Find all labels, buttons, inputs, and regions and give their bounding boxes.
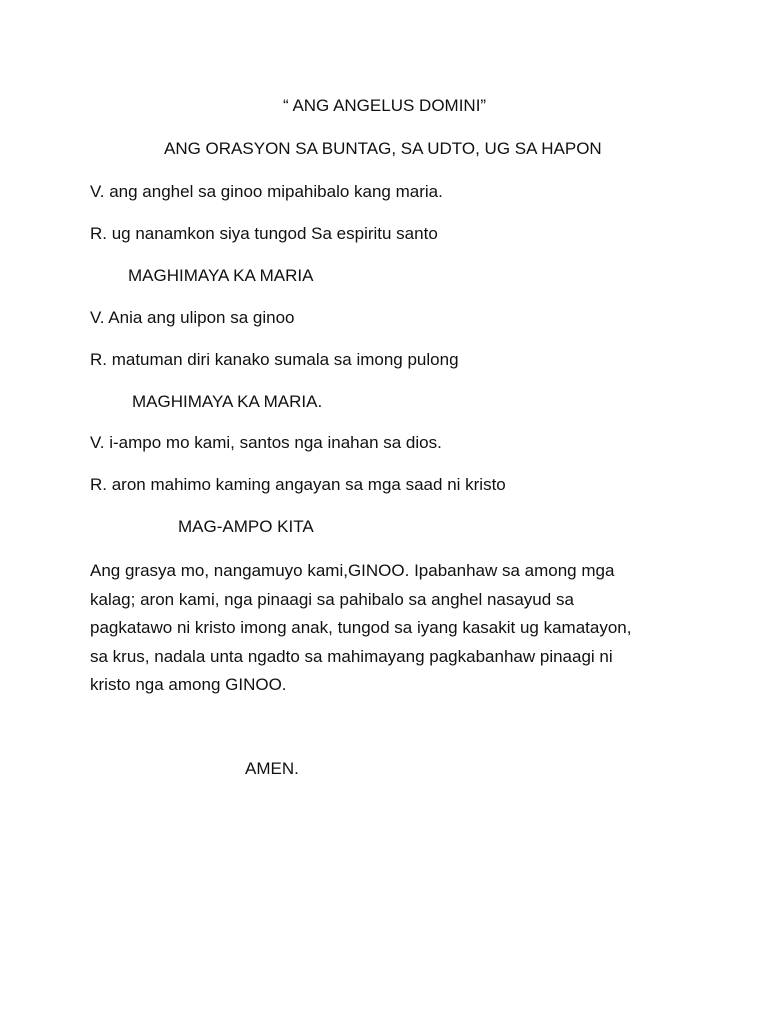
response-3: R. aron mahimo kaming angayan sa mga saad ni kristo: [90, 475, 506, 494]
prayer-heading-3: MAG-AMPO KITA: [178, 517, 314, 536]
paragraph-line: Ang grasya mo, nangamuyo kami,GINOO. Ipabanhaw sa among mga: [90, 561, 615, 580]
closing-prayer-paragraph: [90, 557, 690, 700]
response-1: R. ug nanamkon siya tungod Sa espiritu santo: [90, 224, 438, 243]
prayer-heading-1: MAGHIMAYA KA MARIA: [128, 266, 314, 285]
document-title: “ ANG ANGELUS DOMINI”: [283, 96, 487, 115]
response-2: R. matuman diri kanako sumala sa imong pulong: [90, 350, 459, 369]
paragraph-line: sa krus, nadala unta ngadto sa mahimayang pagkabanhaw pinaagi ni: [90, 646, 613, 666]
versicle-1: V. ang anghel sa ginoo mipahibalo kang maria.: [90, 182, 443, 201]
paragraph-line: pagkatawo ni kristo imong anak, tungod sa iyang kasakit ug kamatayon,: [90, 618, 632, 637]
paragraph-line: kalag; aron kami, nga pinaagi sa pahibalo sa anghel nasayud sa: [90, 589, 574, 609]
prayer-heading-2: MAGHIMAYA KA MARIA.: [132, 392, 323, 411]
document-subtitle: ANG ORASYON SA BUNTAG, SA UDTO, UG SA HAPON: [164, 139, 602, 158]
versicle-3: V. i-ampo mo kami, santos nga inahan sa dios.: [90, 433, 442, 452]
paragraph-line: kristo nga among GINOO.: [90, 675, 287, 694]
closing-amen: AMEN.: [245, 759, 299, 778]
versicle-2: V. Ania ang ulipon sa ginoo: [90, 308, 295, 327]
